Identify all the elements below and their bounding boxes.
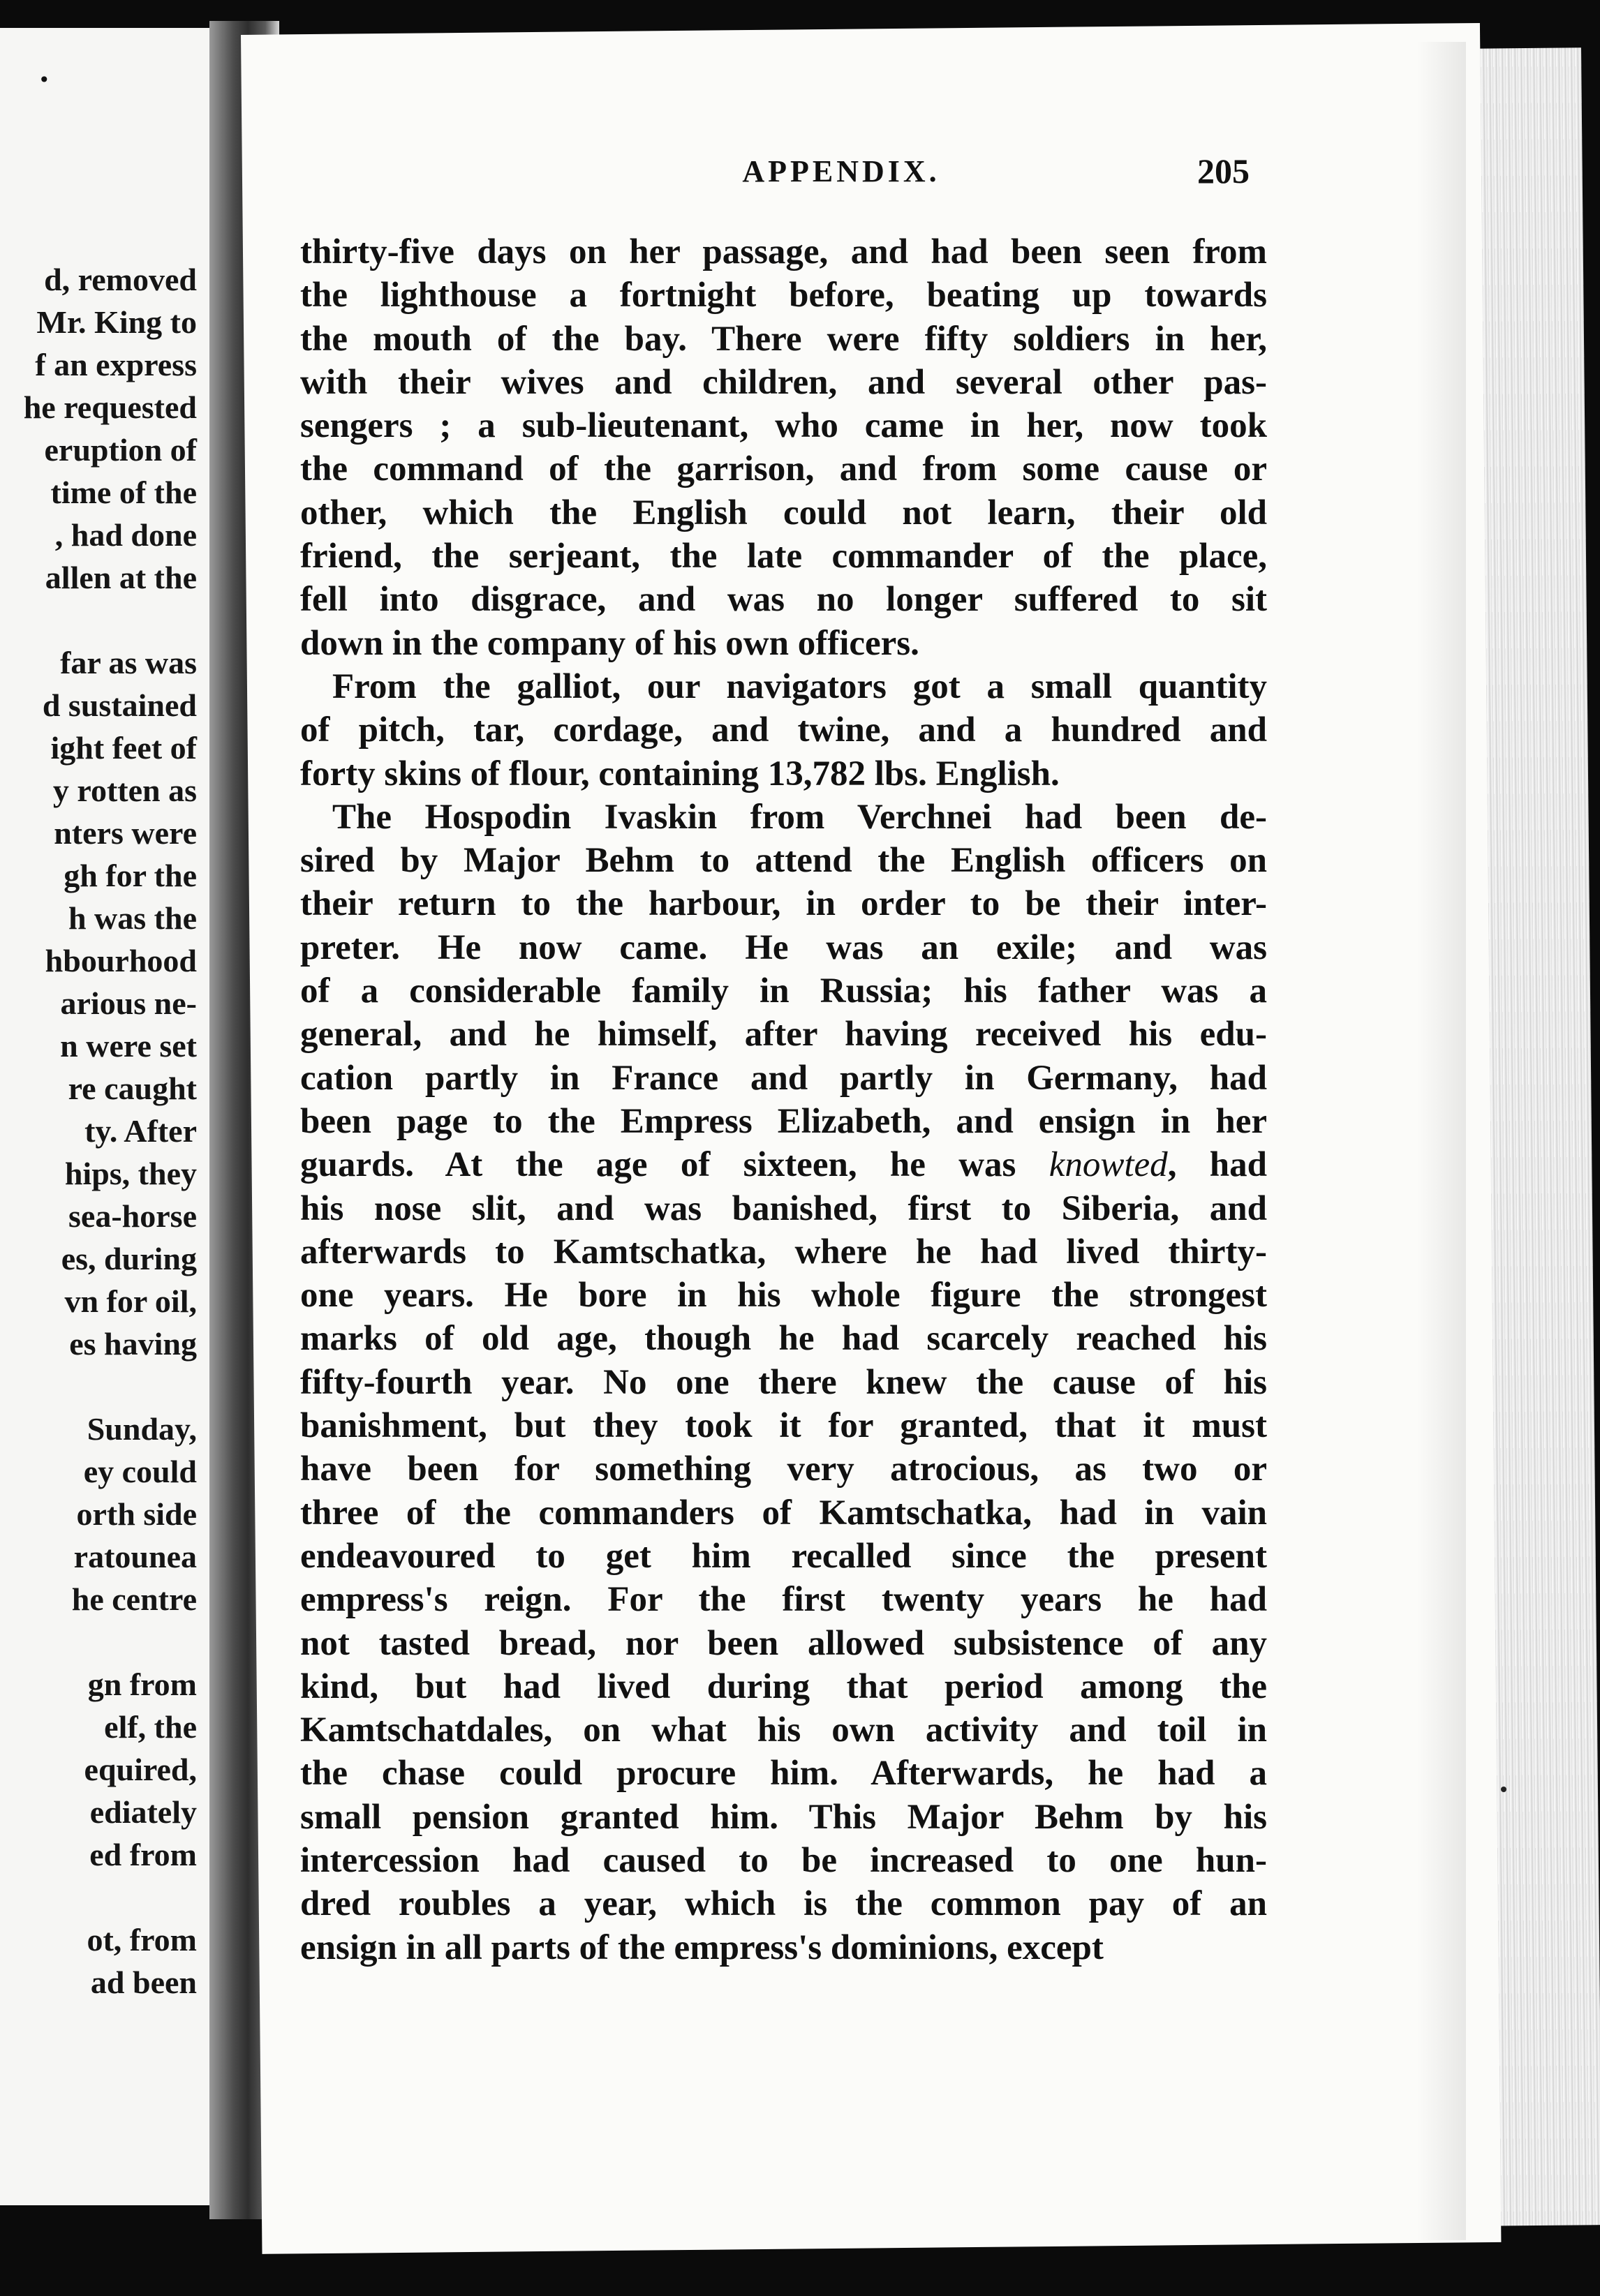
text-line <box>300 1013 1267 1056</box>
previous-page-line: hbourhood <box>45 943 197 978</box>
previous-page-line: equired, <box>84 1752 197 1787</box>
text-line <box>300 1230 1267 1274</box>
text-line <box>300 1665 1267 1708</box>
previous-page-line: h was the <box>68 900 197 936</box>
text-line <box>300 839 1267 882</box>
text-line-content: his nose slit, and was banished, first to Siberia, and <box>300 1188 1267 1228</box>
previous-page-line: time of the <box>50 475 197 510</box>
text-line-content: have been for something very atrocious, as two or <box>300 1449 1267 1489</box>
text-line-content: preter. He now came. He was an exile; and was <box>300 927 1267 967</box>
page-shadow <box>1417 42 1466 2240</box>
previous-page-line: ediately <box>89 1794 197 1830</box>
text-line <box>300 622 1267 665</box>
text-line <box>300 882 1267 925</box>
text-line-content: The Hospodin Ivaskin from Verchnei had been de- <box>332 797 1267 837</box>
text-line-content: small pension granted him. This Major Behm by his <box>300 1797 1267 1837</box>
previous-page-line: arious ne- <box>60 985 197 1021</box>
text-line-tail: , had <box>1167 1145 1267 1185</box>
running-head-title: APPENDIX. <box>742 154 940 188</box>
previous-page-line: ot, from <box>87 1922 197 1958</box>
text-line <box>300 1057 1267 1100</box>
text-line <box>300 665 1267 708</box>
previous-page-line: y rotten as <box>52 773 197 808</box>
text-line <box>300 1404 1267 1447</box>
previous-page-line: ed from <box>89 1837 197 1872</box>
text-line-content: dred roubles a year, which is the common pay of an <box>300 1884 1267 1924</box>
text-line-content: one years. He bore in his whole figure the strongest <box>300 1276 1267 1315</box>
previous-page-line: Sunday, <box>87 1411 197 1447</box>
previous-page-line: hips, they <box>64 1156 197 1191</box>
previous-page-line: es, during <box>61 1241 197 1276</box>
text-line-content: three of the commanders of Kamtschatka, had in vain <box>300 1493 1267 1533</box>
text-line-content: Kamtschatdales, on what his own activity and toil in <box>300 1710 1267 1750</box>
previous-page-line: gh for the <box>64 858 197 893</box>
previous-page-line: f an express <box>35 347 197 382</box>
text-line <box>300 1839 1267 1882</box>
text-line-content: not tasted bread, nor been allowed subsistence of any <box>300 1623 1267 1663</box>
previous-page-line: ey could <box>83 1454 197 1489</box>
previous-page-line: gn from <box>87 1667 197 1702</box>
previous-page-line: allen at the <box>45 560 197 595</box>
text-line <box>300 1926 1267 1969</box>
text-line-content: empress's reign. For the first twenty years he had <box>300 1580 1267 1620</box>
text-line-content: cation partly in France and partly in Germany, had <box>300 1058 1267 1098</box>
text-line-content: From the galliot, our navigators got a small quantity <box>332 666 1267 706</box>
text-line-content: the lighthouse a fortnight before, beating up towards <box>300 276 1267 315</box>
previous-page-line: orth side <box>76 1496 197 1532</box>
text-line-content: fifty-fourth year. No one there knew the cause of his <box>300 1362 1267 1402</box>
text-line-content: down in the company of his own officers. <box>300 623 919 663</box>
text-line-content: the command of the garrison, and from some cause or <box>300 449 1267 489</box>
text-line-content: friend, the serjeant, the late commander of the place, <box>300 537 1267 576</box>
previous-page-line: n were set <box>60 1028 197 1064</box>
previous-page-line <box>0 1876 197 1918</box>
previous-page-line: vn for oil, <box>64 1283 197 1319</box>
text-line <box>300 752 1267 796</box>
previous-page-line: elf, the <box>104 1709 197 1745</box>
previous-page <box>0 28 209 2205</box>
previous-page-line: d, removed <box>44 262 197 297</box>
page-mark: • <box>38 68 50 91</box>
text-line <box>300 318 1267 361</box>
previous-page-line: eruption of <box>44 432 197 468</box>
page-number: 205 <box>1197 151 1250 191</box>
text-line-content: the chase could procure him. Afterwards, he had a <box>300 1754 1267 1794</box>
text-line-content: intercession had caused to be increased to one hun- <box>300 1840 1267 1880</box>
text-line <box>300 1882 1267 1925</box>
previous-page-line: far as was <box>60 645 197 680</box>
text-line-content: the mouth of the bay. There were fifty soldiers in her, <box>300 319 1267 359</box>
text-line <box>300 796 1267 839</box>
text-line <box>300 969 1267 1013</box>
text-line-content: marks of old age, though he had scarcely reached his <box>300 1319 1267 1359</box>
text-line-content: been page to the Empress Elizabeth, and ensign in her <box>300 1101 1267 1141</box>
previous-page-line: d sustained <box>42 687 197 723</box>
text-line-content: fell into disgrace, and was no longer suffered to sit <box>300 580 1267 620</box>
previous-page-line: ratounea <box>73 1539 197 1574</box>
italic-word: knowted <box>1049 1145 1168 1185</box>
text-line <box>300 578 1267 621</box>
text-line <box>300 1578 1267 1621</box>
text-line-content: ensign in all parts of the empress's dominions, except <box>300 1928 1104 1967</box>
previous-page-line <box>0 599 197 641</box>
text-line-content: guards. At the age of sixteen, he was <box>300 1145 1016 1185</box>
text-line <box>300 1100 1267 1143</box>
text-line <box>300 1622 1267 1665</box>
text-line <box>300 274 1267 317</box>
text-line <box>300 1535 1267 1578</box>
text-line <box>300 1187 1267 1230</box>
text-line <box>300 1361 1267 1404</box>
text-line <box>300 535 1267 578</box>
text-line-content: of pitch, tar, cordage, and twine, and a hundred and <box>300 710 1267 750</box>
previous-page-line: Mr. King to <box>36 304 197 340</box>
text-line-content: banishment, but they took it for granted, that it must <box>300 1406 1267 1446</box>
text-line-content: endeavoured to get him recalled since the present <box>300 1536 1267 1576</box>
text-line-content: sired by Major Behm to attend the English officers on <box>300 841 1267 881</box>
text-line <box>300 926 1267 969</box>
previous-page-line: ad been <box>90 1965 197 2000</box>
text-line <box>300 1143 1267 1186</box>
text-line-content: of a considerable family in Russia; his father was a <box>300 971 1267 1011</box>
text-line <box>300 1447 1267 1491</box>
text-line <box>300 404 1267 447</box>
previous-page-line: es having <box>69 1326 197 1362</box>
ink-speck <box>1501 1787 1506 1792</box>
previous-page-line: sea-horse <box>68 1198 197 1234</box>
text-line <box>300 1491 1267 1535</box>
text-line <box>300 1708 1267 1752</box>
previous-page-line: nters were <box>54 815 197 851</box>
text-line <box>300 708 1267 752</box>
text-line-content: kind, but had lived during that period among the <box>300 1667 1267 1706</box>
previous-page-line <box>0 1620 197 1663</box>
text-line-content: their return to the harbour, in order to be their inter- <box>300 884 1267 924</box>
text-line-content: sengers ; a sub-lieutenant, who came in her, now took <box>300 406 1267 446</box>
text-line <box>300 1752 1267 1795</box>
text-line-content: general, and he himself, after having received his edu- <box>300 1015 1267 1054</box>
running-head <box>433 151 1250 202</box>
text-line-content: forty skins of flour, containing 13,782 lbs. English. <box>300 754 1060 793</box>
text-line <box>300 230 1267 274</box>
text-line <box>300 491 1267 535</box>
text-line-content: afterwards to Kamtschatka, where he had lived thirty- <box>300 1232 1267 1272</box>
text-line-content: other, which the English could not learn, their old <box>300 493 1267 532</box>
text-line <box>300 1317 1267 1360</box>
text-line <box>300 447 1267 491</box>
previous-page-line: he centre <box>71 1581 197 1617</box>
text-line-content: thirty-five days on her passage, and had been seen from <box>300 232 1267 271</box>
previous-page-line <box>0 1365 197 1408</box>
text-line <box>300 361 1267 404</box>
previous-page-line: , had done <box>54 517 197 553</box>
previous-page-line: ty. After <box>84 1113 197 1149</box>
previous-page-line: re caught <box>68 1071 197 1106</box>
previous-page-line: he requested <box>23 389 197 425</box>
body-text <box>300 230 1267 1969</box>
text-line <box>300 1274 1267 1317</box>
text-line <box>300 1796 1267 1839</box>
previous-page-line: ight feet of <box>50 730 197 766</box>
previous-page-text <box>0 258 197 2004</box>
text-line-content: with their wives and children, and several other pas- <box>300 362 1267 402</box>
